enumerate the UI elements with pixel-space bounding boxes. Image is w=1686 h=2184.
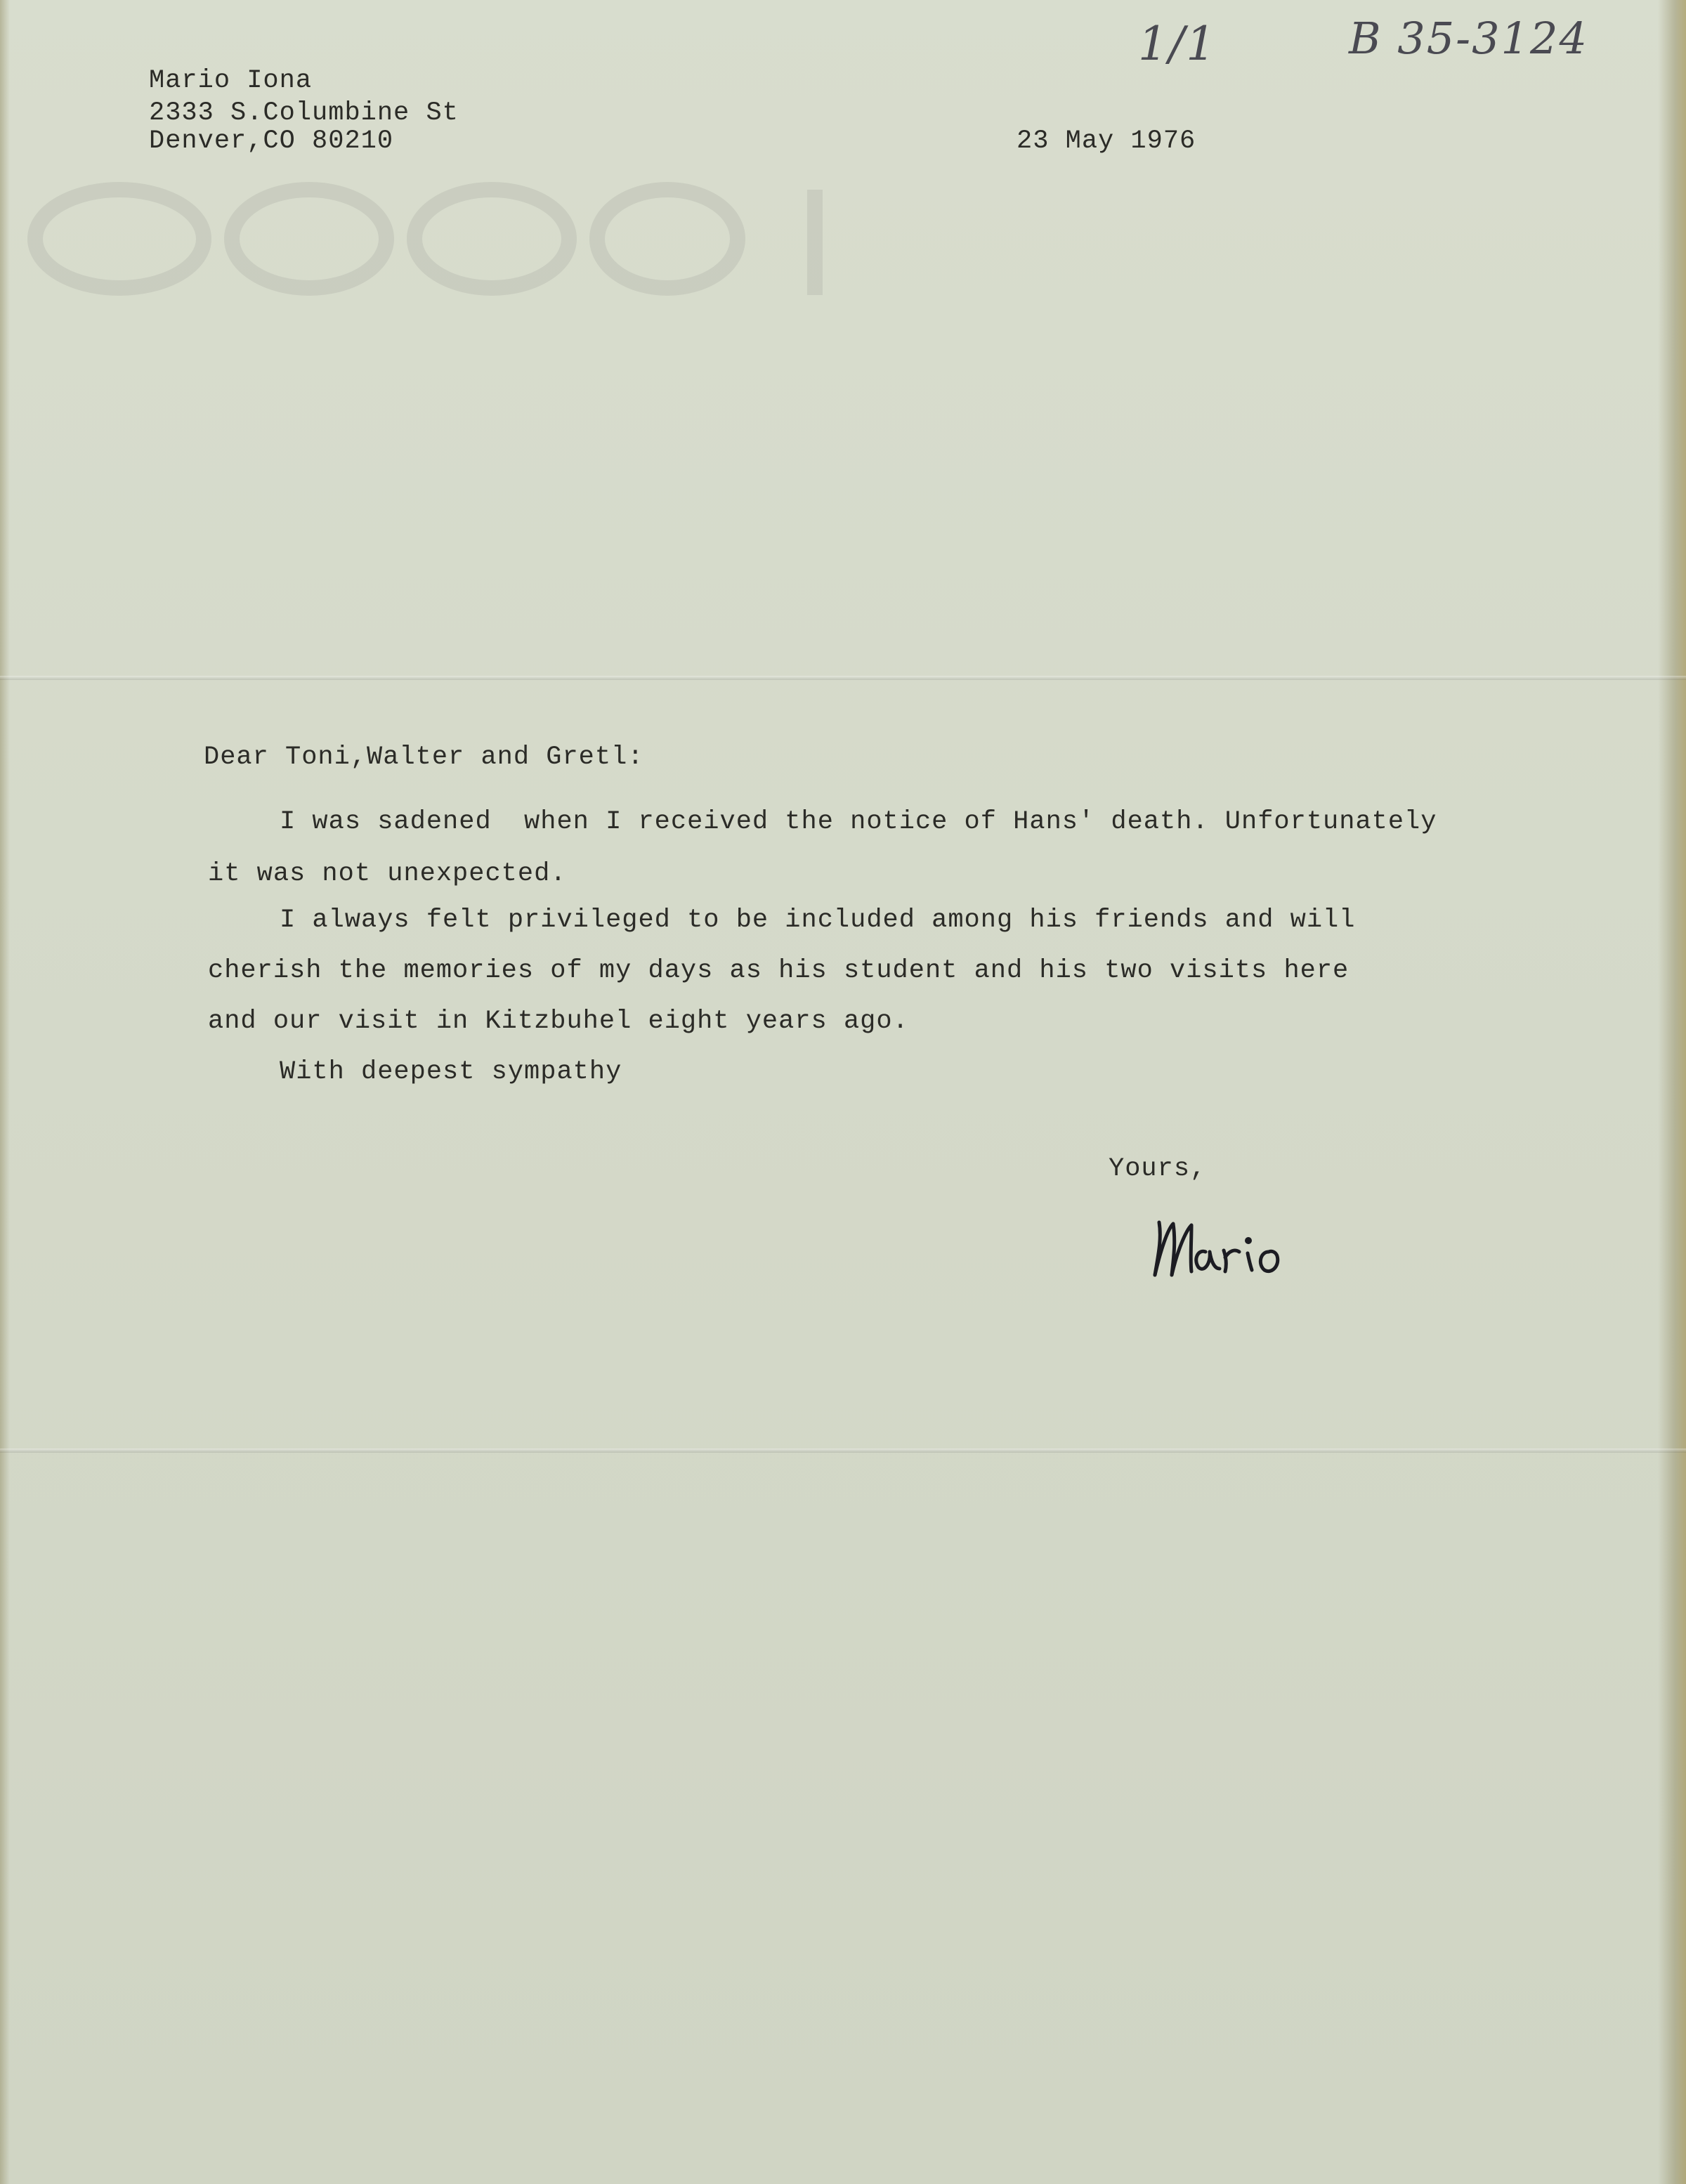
show-through-letterhead <box>14 176 927 316</box>
body-line: With deepest sympathy <box>280 1057 622 1087</box>
handwritten-signature <box>1145 1208 1314 1286</box>
sender-city: Denver,CO 80210 <box>149 126 394 156</box>
letter-date: 23 May 1976 <box>1017 126 1196 156</box>
body-line: I was sadened when I received the notice of Hans' death. Unfortunately <box>280 807 1437 837</box>
body-line: and our visit in Kitzbuhel eight years ago. <box>208 1007 909 1036</box>
salutation: Dear Toni,Walter and Gretl: <box>204 743 644 772</box>
sender-street: 2333 S.Columbine St <box>149 98 459 128</box>
body-line: cherish the memories of my days as his student and his two visits here <box>208 956 1350 986</box>
closing: Yours, <box>1109 1154 1207 1184</box>
fold-crease-lower <box>0 1449 1686 1453</box>
page-mark-annotation: 1/1 <box>1138 17 1217 71</box>
paper-edge-left <box>0 0 10 2184</box>
fold-crease-upper <box>0 676 1686 680</box>
body-line: I always felt privileged to be included among his friends and will <box>280 905 1356 935</box>
body-line: it was not unexpected. <box>208 859 567 889</box>
archive-reference-annotation: B 35-3124 <box>1349 13 1588 64</box>
sender-name: Mario Iona <box>149 66 313 96</box>
paper-edge-right <box>1658 0 1686 2184</box>
